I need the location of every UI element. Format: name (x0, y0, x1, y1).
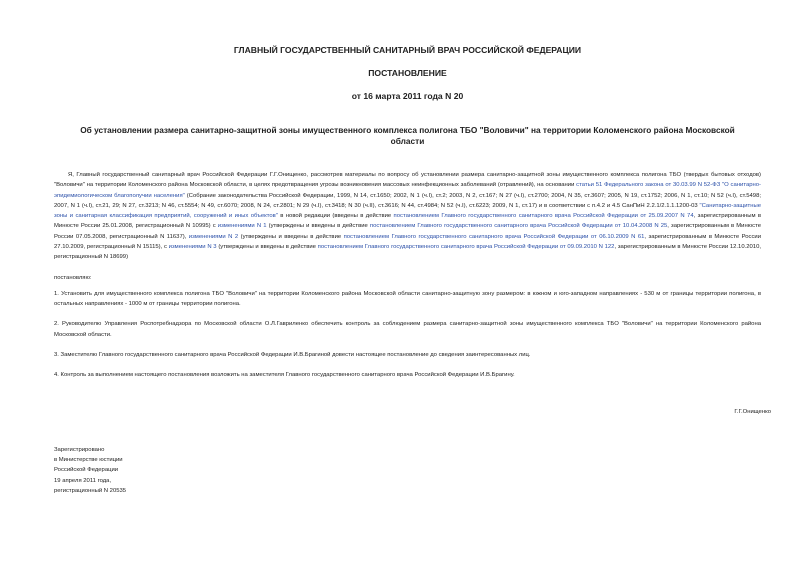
decree-item-2: 2. Руководителю Управления Роспотребнадзора по Московской области О.Л.Гавриленко обеспечить контроль за соблюдением размера санитарно-защитной зоны имущественного комплекса ТБО "Воловичи" на территории Коломенского района Московской области. (54, 321, 761, 338)
registration-line: 19 апреля 2011 года, (54, 477, 112, 484)
preamble-text: (Собрание законодательства Российской Федерации, 1999, N 14, ст.1650; 2002, N 1 (ч.I), ст.2; 2003, N 2, ст.167; N 27 (ч.I), ст.2700; 2004, N 35, ст.3607; 2005, N 19, ст.1752; 2006, N 1, ст.10; N 52 (ч.I), ст.5498; 2007, N 1 (ч.I), ст.21, 29; N 27, ст.3213; N 46, ст.5554; N 49, ст.6070; 2008, N 24, ст.2801; N 29 (ч.I), ст.3418; N 30 (ч.II), ст.3616; N 44, ст.4984; N 52 (ч.I), ст.6223; 2009, N 1, ст.17) и в соответствии с п.4.2 и 4.5 СанПиН 2.2.1/2.1.1.1200-03 (54, 192, 761, 209)
resolution-74-link[interactable]: постановлением Главного государственного санитарного врача Российской Федерации от 25.09.2007 N 74 (393, 213, 694, 220)
registration-block (54, 445, 126, 496)
issuing-authority: ГЛАВНЫЙ ГОСУДАРСТВЕННЫЙ САНИТАРНЫЙ ВРАЧ РОССИЙСКОЙ ФЕДЕРАЦИИ (233, 45, 582, 55)
preamble-text: , зарегистрированным в Минюсте России 25.01.2008, регистрационный N 10995) с (54, 213, 762, 230)
preamble-paragraph (54, 170, 761, 263)
document-title: Об установлении размера санитарно-защитной зоны имущественного комплекса полигона ТБО "Воловичи" на территории Коломенского района Московской области (80, 125, 735, 146)
preamble-text: (утверждены и введены в действие (216, 244, 318, 251)
amendments-3-link[interactable]: изменениями N 3 (168, 244, 217, 251)
signature: Г.Г.Онищенко (734, 409, 771, 415)
registration-line: в Министерстве юстиции (54, 457, 123, 464)
preamble-text: Я, Главный государственный санитарный врач Российской Федерации Г.Г.Онищенко, рассмотрев материалы по вопросу об установлении размера санитарно-защитной зоны имущественного комплекса полигона ТБО (твердых бытовых отходов) "Воловичи" на территории Коломенского района Московской области, в целях предотвращения угрозы возникновения массовых неинфекционных заболеваний (отравлений), на основании (54, 172, 761, 189)
decree-item-3: 3. Заместителю Главного государственного санитарного врача Российской Федерации И.В.Брагиной довести настоящее постановление до сведения заинтересованных лиц. (54, 352, 531, 359)
decree-item-1: 1. Установить для имущественного комплекса полигона ТБО "Воловичи" на территории Коломенского района Московской области санитарно-защитную зону размером: в южном и юго-западном направлениях - 530 м от границы территории полигона, в остальных направлениях - 1000 м от границы территории полигона. (54, 290, 761, 308)
registration-line: Российской Федерации (54, 467, 119, 474)
registration-line: Зарегистрировано (54, 447, 105, 453)
document-date-number: от 16 марта 2011 года N 20 (351, 91, 464, 101)
resolution-61-link[interactable]: постановлением Главного государственного санитарного врача Российской Федерации от 06.10.2009 N 61 (343, 233, 645, 240)
resolution-122-link[interactable]: постановлением Главного государственного санитарного врача Российской Федерации от 09.09.2010 N 122 (317, 244, 615, 251)
decree-item-4: 4. Контроль за выполнением настоящего постановления возложить на заместителя Главного государственного санитарного врача Российской Федерации И.В.Брагину. (54, 372, 515, 379)
preamble-text: , зарегистрированным в Минюсте России 12.10.2010, регистрационный N 18699) (54, 244, 761, 261)
preamble-text: (утверждены и введены в действие (266, 223, 370, 230)
preamble-text: в новой редакции (введены в действие (277, 213, 394, 220)
preamble-text: , зарегистрированным в Минюсте России 07.05.2008, регистрационный N 11637), (54, 223, 762, 240)
amendments-2-link[interactable]: изменениями N 2 (188, 233, 239, 240)
registration-line: регистрационный N 20535 (54, 487, 127, 494)
resolution-25-link[interactable]: постановлением Главного государственного санитарного врача Российской Федерации от 10.04.2008 N 25 (369, 223, 668, 230)
law-article-51-link[interactable]: статьи 51 Федерального закона от 30.03.99 N 52-ФЗ "О санитарно-эпидемиологическом благополучии населения" (54, 182, 761, 199)
decree-label: постановляю: (54, 274, 92, 281)
amendments-1-link[interactable]: изменениями N 1 (217, 223, 267, 230)
sanpin-title-link[interactable]: "Санитарно-защитные зоны и санитарная классификация предприятий, сооружений и иных объектов" (54, 202, 761, 220)
preamble-text: , зарегистрированным в Минюсте России 27.10.2009, регистрационный N 15115), с (54, 233, 762, 251)
preamble-text: (утверждены и введены в действие (238, 233, 344, 240)
document-type: ПОСТАНОВЛЕНИЕ (368, 68, 447, 78)
